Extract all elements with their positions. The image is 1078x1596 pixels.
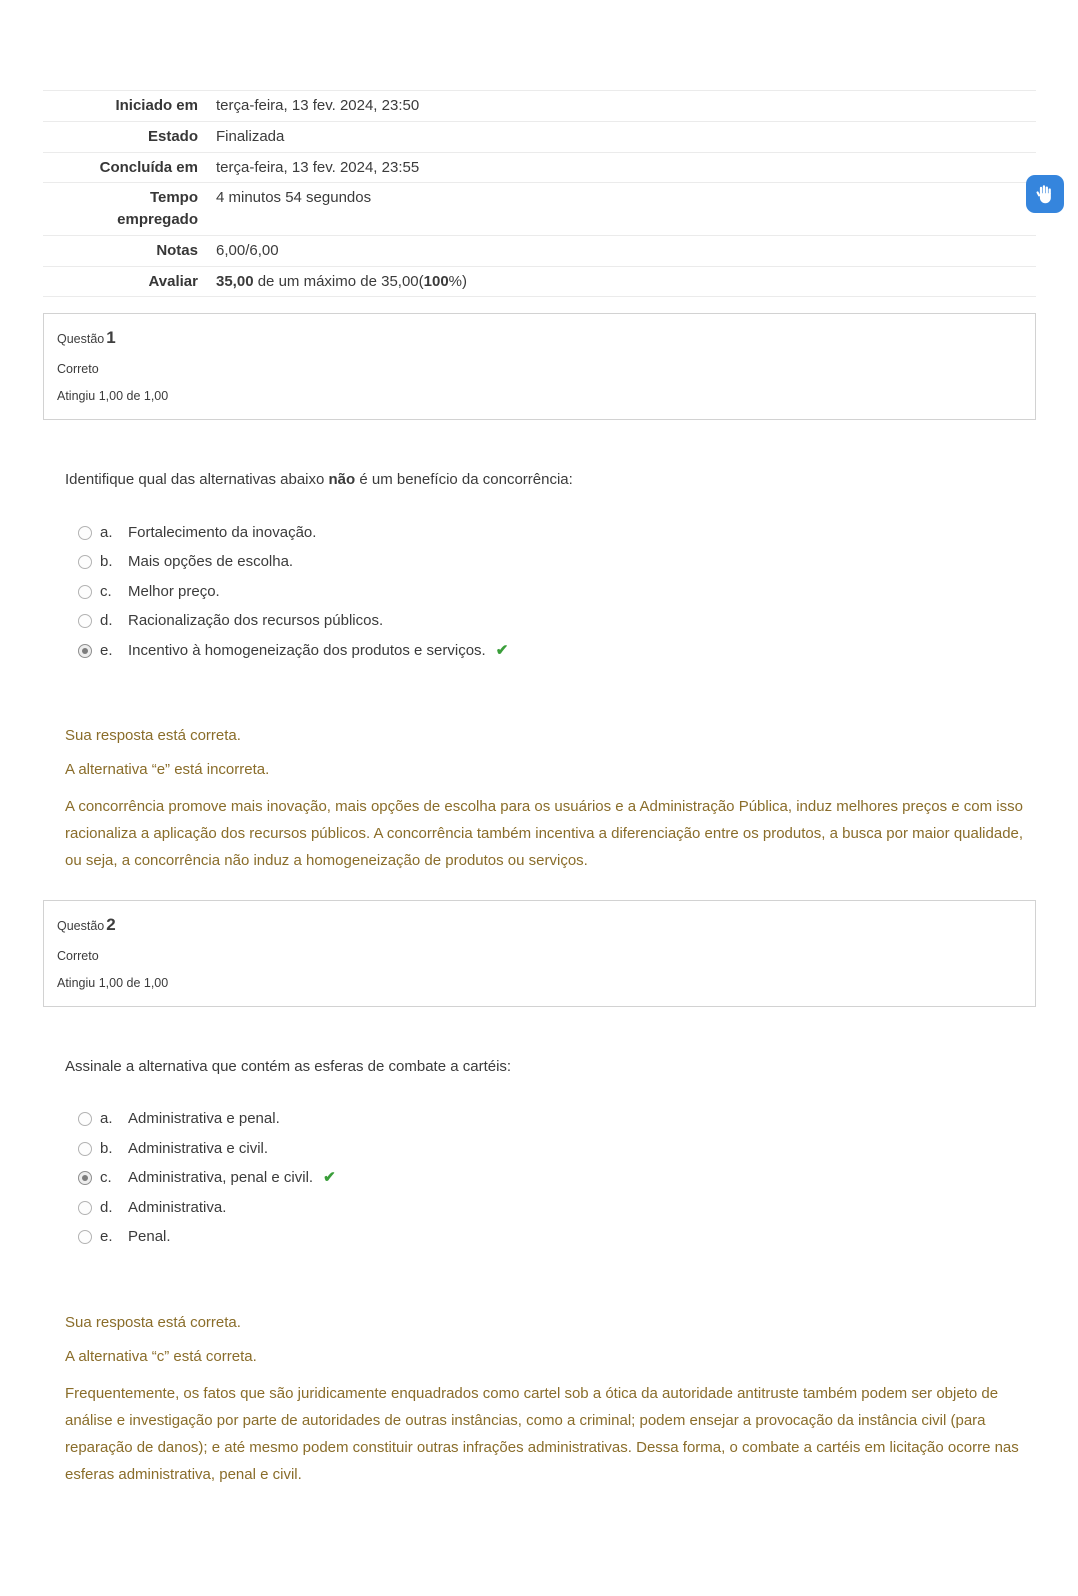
option-letter: e. <box>100 1228 113 1246</box>
question-2-option-d <box>65 1193 1036 1223</box>
feedback-explanation: Frequentemente, os fatos que são juridicamente enquadrados como cartel sob a ótica da autoridade antitruste também podem ser objeto de análise e investigação por parte de autoridades de outras instâncias, como a criminal; podem ensejar a provocação da instância civil (para reparação de danos); e até mesmo podem constituir outras infrações administrativas. Dessa forma, o combate a cartéis em licitação ocorre nas esferas administrativa, penal e civil. <box>65 1384 1019 1483</box>
question-1-option-e <box>65 636 1036 666</box>
question-1-options <box>65 518 1036 666</box>
radio-button[interactable] <box>78 526 92 540</box>
question-1-grade: Atingiu 1,00 de 1,00 <box>57 389 169 404</box>
radio-button[interactable] <box>78 1201 92 1215</box>
correct-check-icon: ✔ <box>323 1169 336 1187</box>
option-letter: d. <box>100 1198 113 1216</box>
option-text: Penal. <box>128 1228 171 1246</box>
feedback-alternative: A alternativa “e” está incorreta. <box>65 761 270 779</box>
option-letter: d. <box>100 612 113 630</box>
option-text: Administrativa, penal e civil. <box>128 1169 314 1187</box>
summary-label: Concluída em <box>99 158 198 176</box>
radio-button[interactable] <box>78 1112 92 1126</box>
hand-icon <box>1035 184 1056 205</box>
question-2-state-badge: Correto <box>57 948 99 963</box>
question-1-text: Identifique qual das alternativas abaixo não é um benefício da concorrência: <box>65 471 573 489</box>
summary-label: Tempo empregado <box>117 189 198 228</box>
summary-label: Estado <box>147 127 198 145</box>
question-2-text: Assinale a alternativa que contém as esferas de combate a cartéis: <box>65 1057 512 1075</box>
feedback-alternative: A alternativa “c” está correta. <box>65 1347 257 1365</box>
summary-row-completed <box>43 152 1036 183</box>
option-letter: a. <box>100 523 113 541</box>
question-1-feedback <box>65 725 1036 874</box>
summary-row-state <box>43 121 1036 152</box>
question-2-options <box>65 1105 1036 1253</box>
summary-value: 4 minutos 54 segundos <box>216 189 372 207</box>
question-1-number: Questão 1 <box>57 328 116 348</box>
question-1-info-box <box>43 313 1036 420</box>
question-1-state-badge: Correto <box>57 361 99 376</box>
question-2-info-box <box>43 900 1036 1007</box>
summary-row-marks <box>43 235 1036 266</box>
option-letter: b. <box>100 553 113 571</box>
correct-check-icon: ✔ <box>495 641 509 659</box>
option-letter: c. <box>100 1169 112 1187</box>
question-1-option-a <box>65 518 1036 548</box>
radio-button[interactable] <box>78 1230 92 1244</box>
option-text: Mais opções de escolha. <box>128 553 294 571</box>
option-letter: b. <box>100 1139 113 1157</box>
question-2-option-a <box>65 1105 1036 1135</box>
radio-button[interactable] <box>78 1142 92 1156</box>
summary-value: terça-feira, 13 fev. 2024, 23:50 <box>216 97 420 114</box>
question-1-option-c <box>65 577 1036 607</box>
radio-button[interactable] <box>78 644 92 658</box>
radio-button[interactable] <box>78 555 92 569</box>
option-text: Administrativa e penal. <box>128 1110 280 1128</box>
option-text: Administrativa. <box>128 1198 227 1216</box>
option-text: Fortalecimento da inovação. <box>128 523 317 541</box>
summary-label: Avaliar <box>148 272 198 290</box>
question-1-option-d <box>65 606 1036 636</box>
summary-row-time-taken <box>43 182 1036 235</box>
summary-row-grade <box>43 266 1036 297</box>
option-text: Racionalização dos recursos públicos. <box>128 612 384 630</box>
option-text: Administrativa e civil. <box>128 1139 269 1157</box>
question-2-option-c <box>65 1164 1036 1194</box>
question-2-option-e <box>65 1223 1036 1253</box>
option-letter: e. <box>100 641 113 659</box>
summary-label: Notas <box>156 241 198 259</box>
question-2-grade: Atingiu 1,00 de 1,00 <box>57 975 169 990</box>
question-2-option-b <box>65 1134 1036 1164</box>
question-2-body <box>43 1056 1036 1488</box>
summary-row-started <box>43 90 1036 121</box>
summary-value: 6,00/6,00 <box>216 241 279 259</box>
summary-value-grade: 35,00 de um máximo de 35,00(100%) <box>216 272 468 290</box>
option-letter: c. <box>100 582 112 600</box>
question-2-number: Questão 2 <box>57 914 116 934</box>
radio-button[interactable] <box>78 1171 92 1185</box>
question-1-option-b <box>65 547 1036 577</box>
quiz-summary-table <box>43 90 1036 297</box>
radio-button[interactable] <box>78 585 92 599</box>
accessibility-handtalk-button[interactable] <box>1026 175 1064 213</box>
feedback-explanation: A concorrência promove mais inovação, mais opções de escolha para os usuários e a Administração Pública, induz melhores preços e com isso racionaliza a aplicação dos recursos públicos. A concorrência também incentiva a diferenciação entre os produtos, a busca por maior qualidade, ou seja, a concorrência não induz a homogeneização de produtos ou serviços. <box>65 797 1024 869</box>
question-1-body <box>43 469 1036 874</box>
radio-button[interactable] <box>78 614 92 628</box>
feedback-correctness: Sua resposta está correta. <box>65 727 241 745</box>
option-letter: a. <box>100 1110 113 1128</box>
question-2-feedback <box>65 1312 1036 1488</box>
summary-label: Iniciado em <box>115 97 198 114</box>
option-text: Melhor preço. <box>128 582 220 600</box>
feedback-correctness: Sua resposta está correta. <box>65 1314 241 1332</box>
summary-value: Finalizada <box>216 127 285 145</box>
summary-value: terça-feira, 13 fev. 2024, 23:55 <box>216 158 420 176</box>
option-text: Incentivo à homogeneização dos produtos e serviços. <box>128 641 486 659</box>
